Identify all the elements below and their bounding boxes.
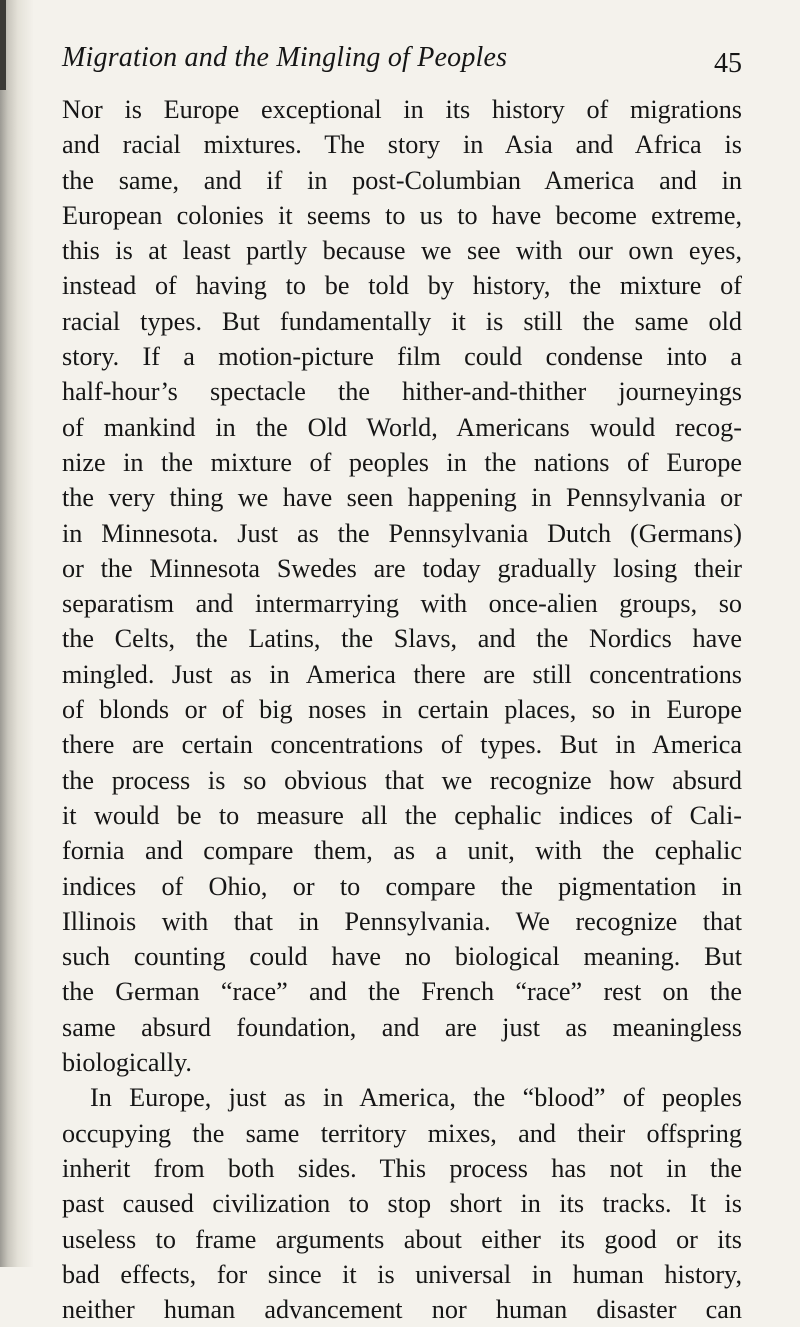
text-line: Nor is Europe exceptional in its history of migrations: [62, 95, 742, 124]
binding-edge: [0, 0, 6, 90]
text-line: racial types. But fundamentally it is still the same old: [62, 306, 742, 336]
text-line: story. If a motion-picture film could condense into a: [62, 342, 742, 372]
text-line: Illinois with that in Pennsylvania. We recognize that: [62, 906, 742, 936]
text-line: the German “race” and the French “race” rest on the: [62, 977, 742, 1007]
text-line: the very thing we have seen happening in Pennsylvania or: [62, 483, 742, 513]
text-line: mingled. Just as in America there are still concentrations: [62, 659, 742, 689]
text-line: neither human advancement nor human disaster can: [62, 1295, 742, 1325]
text-line: fornia and compare them, as a unit, with the cephalic: [62, 836, 742, 866]
text-line: indices of Ohio, or to compare the pigmentation in: [62, 871, 742, 901]
text-line: there are certain concentrations of types. But in America: [62, 730, 742, 760]
text-line: separatism and intermarrying with once-alien groups, so: [62, 589, 742, 619]
text-line: instead of having to be told by history, the mixture of: [62, 271, 742, 301]
page-spine-shadow: [0, 0, 34, 1267]
text-line: biologically.: [62, 1048, 192, 1078]
text-line: past caused civilization to stop short in its tracks. It is: [62, 1189, 742, 1219]
text-line: the process is so obvious that we recognize how absurd: [62, 765, 742, 795]
text-line: of blonds or of big noses in certain places, so in Europe: [62, 695, 742, 725]
text-line: inherit from both sides. This process has not in the: [62, 1153, 742, 1183]
text-line: the Celts, the Latins, the Slavs, and the Nordics have: [62, 624, 742, 654]
page-number: 45: [714, 48, 742, 79]
text-line: and racial mixtures. The story in Asia and Africa is: [62, 130, 742, 160]
text-line: this is at least partly because we see with our own eyes,: [62, 236, 742, 266]
text-line: In Europe, just as in America, the “blood” of peoples: [90, 1083, 742, 1113]
text-line: of mankind in the Old World, Americans would recog-: [62, 412, 742, 442]
text-line: the same, and if in post-Columbian America and in: [62, 165, 742, 195]
running-head: Migration and the Mingling of Peoples: [62, 42, 508, 73]
text-line: useless to frame arguments about either its good or its: [62, 1224, 742, 1254]
body-text: [62, 92, 742, 1327]
text-line: occupying the same territory mixes, and their offspring: [62, 1118, 742, 1148]
text-line: in Minnesota. Just as the Pennsylvania Dutch (Germans): [62, 518, 742, 548]
text-line: it would be to measure all the cephalic indices of Cali-: [62, 800, 742, 830]
text-line: half-hour’s spectacle the hither-and-thither journeyings: [62, 377, 742, 407]
text-line: bad effects, for since it is universal in human history,: [62, 1259, 742, 1289]
page-header: [62, 42, 742, 88]
text-line: such counting could have no biological meaning. But: [62, 942, 742, 972]
text-line: same absurd foundation, and are just as meaningless: [62, 1012, 742, 1042]
text-line: European colonies it seems to us to have become extreme,: [62, 200, 742, 230]
text-line: or the Minnesota Swedes are today gradually losing their: [62, 553, 742, 583]
text-line: nize in the mixture of peoples in the nations of Europe: [62, 447, 742, 477]
